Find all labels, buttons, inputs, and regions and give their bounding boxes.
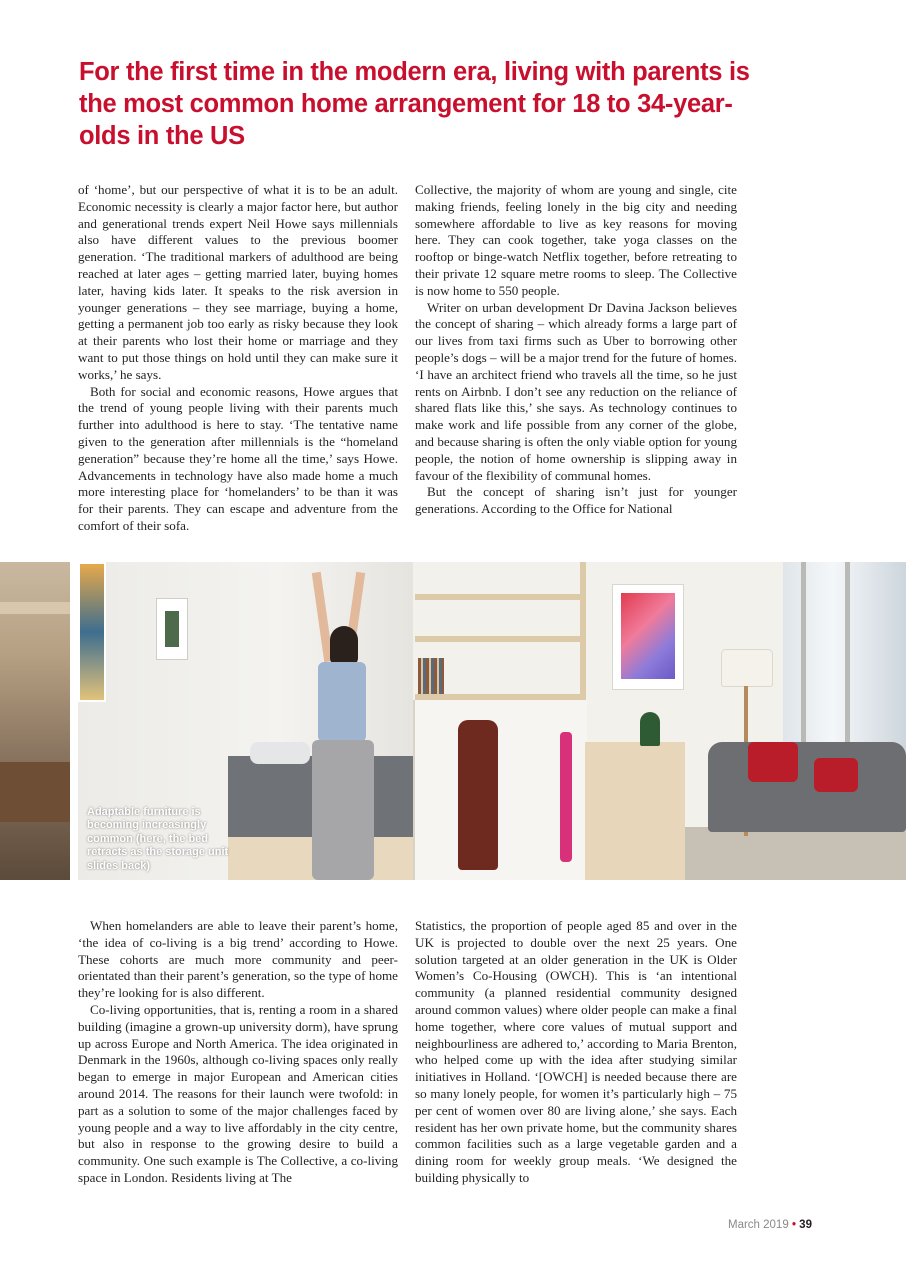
desk <box>585 742 685 880</box>
headline: For the first time in the modern era, living with parents is the most common home arrangement for 18 to 34-year-olds in the US <box>79 58 750 150</box>
sofa <box>708 742 906 832</box>
wall-art <box>78 562 106 702</box>
office-ceiling-beam <box>0 602 70 614</box>
framed-print <box>156 598 188 660</box>
body-column-3 <box>78 918 398 1187</box>
office-table <box>0 762 70 822</box>
paragraph: When homelanders are able to leave their parent’s home, ‘the idea of co-living is a big trend’ according to Howe. These cohorts are much more community and peer-orientated than their parent’s generation, so the type of home they’re looking for is also different. <box>78 918 398 1001</box>
photo-caption: Adaptable furniture is becoming increasingly common (here, the bed retracts as the storage unit slides back) <box>87 806 229 872</box>
woman-head <box>330 626 358 666</box>
shelf <box>415 636 583 642</box>
red-cushion <box>814 758 858 792</box>
paragraph: But the concept of sharing isn’t just for younger generations. According to the Office for National <box>415 484 737 517</box>
page-footer <box>728 1219 812 1231</box>
body-column-4 <box>415 918 737 1187</box>
books <box>418 658 444 694</box>
shelf <box>415 594 583 600</box>
paragraph: Writer on urban development Dr Davina Jackson believes the concept of sharing – which already forms a large part of our lives from taxi firms such as Uber to borrowing other people’s dogs – will be a major trend for the future of homes. ‘I have an architect friend who travels all the time, so he just rents on Airbnb. I don’t see any reduction on the reliance of shared flats like this,’ she says. As technology continues to make work and life possible from any corner of the globe, and because sharing is often the only viable option for young people, the notion of home ownership is slipping away in favour of the flexibility of communal homes. <box>415 299 737 483</box>
footer-separator: • <box>791 1219 796 1231</box>
red-cushion <box>748 742 798 782</box>
abstract-painting <box>612 584 684 690</box>
woman-legs <box>312 740 374 880</box>
floor-lamp-shade <box>722 650 772 686</box>
hanging-coat <box>458 720 498 870</box>
page-number: 39 <box>799 1219 812 1231</box>
pillow <box>250 742 310 764</box>
issue-date: March 2019 <box>728 1219 789 1231</box>
paragraph: Collective, the majority of whom are young and single, cite making friends, feeling lonely in the big city and needing somewhere affordable to live as key reasons for moving here. They can cook together, take yoga classes on the rooftop or binge-watch Netflix together, before retreating to their private 12 square metre rooms to sleep. The Collective is now home to 550 people. <box>415 182 737 298</box>
paragraph: of ‘home’, but our perspective of what it is to be an adult. Economic necessity is clearly a major factor here, but author and generational trends expert Neil Howe says millennials also have different values to the previous boomer generation. ‘The traditional markers of adulthood are being reached at later ages – getting married later, buying homes later, having kids later. It speaks to the risk aversion in younger generations – they see marriage, buying a home, getting a permanent job too early as risky because they look at their parents who lost their home or marriage and they want to put those things on hold until they can make sure it works,’ he says. <box>78 182 398 382</box>
paragraph: Both for social and economic reasons, Howe argues that the trend of young people living with their parents much further into adulthood is here to stay. ‘The tentative name given to the generation after millennials is the “homeland generation” because they’re home all the time,’ says Howe. Advancements in technology have also made home a much more interesting place for ‘homelanders’ to be than it was for their parents. They can escape and adventure from the comfort of their sofa. <box>78 383 398 533</box>
paragraph: Co-living opportunities, that is, renting a room in a shared building (imagine a grown-up university dorm), have sprung up across Europe and North America. The idea originated in Denmark in the 1960s, although co-living spaces only really began to emerge in major European and American cities around 2014. The reasons for their launch were twofold: in part as a solution to some of the major challenges faced by young people and a way to live affordably in the city centre, but also in response to the growing desire to build a community. One such example is The Collective, a co-living space in London. Residents living at The <box>78 1001 398 1185</box>
body-column-1 <box>78 182 398 535</box>
plant <box>640 712 660 746</box>
photo-divider <box>70 562 78 880</box>
body-column-2 <box>415 182 737 518</box>
umbrella <box>560 732 572 862</box>
paragraph: Statistics, the proportion of people aged 85 and over in the UK is projected to double over the next 25 years. One solution targeted at an older generation in the UK is Older Women’s Co-Housing (OWCH). This is ‘an intentional community (a planned residential community designed around common values) where older people can make a final home together, where core values of mutual support and neighbourliness are adhered to,’ according to Maria Brenton, who helped come up with the idea after studying similar initiatives in Holland. ‘[OWCH] is needed because there are so many lonely people, for women it’s particularly high – 75 per cent of women over 80 are living alone,’ she says. Each resident has her own private home, but the community shares common facilities such as a large vegetable garden and a dining room for weekly group meals. ‘We designed the building physically to <box>415 918 737 1185</box>
woman-top <box>318 662 366 742</box>
